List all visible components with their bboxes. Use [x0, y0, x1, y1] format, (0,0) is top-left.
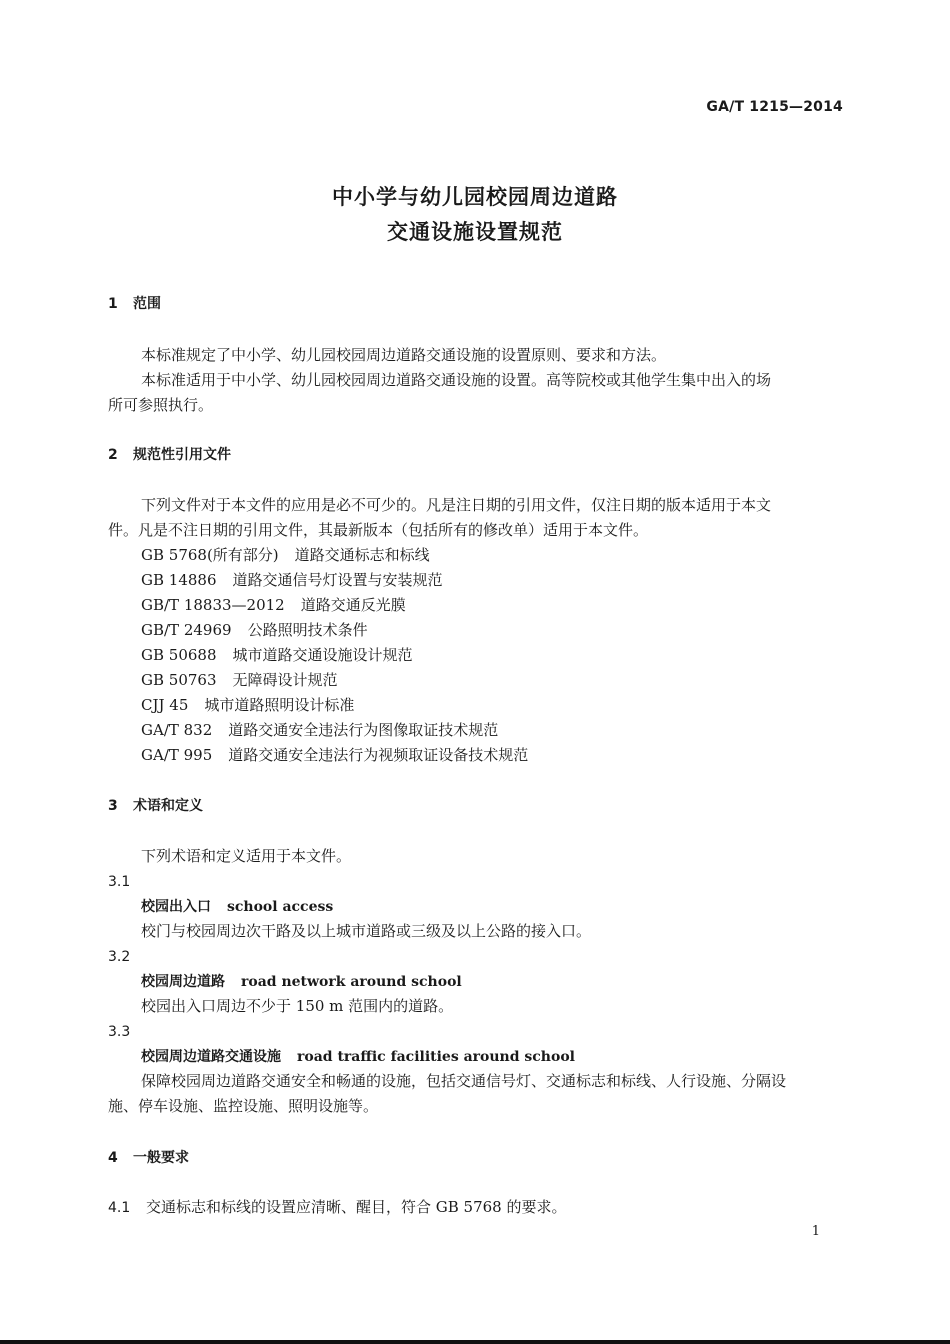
paragraph-continuation: 所可参照执行。: [108, 396, 214, 414]
document-code: GA/T 1215—2014: [706, 99, 843, 115]
section-number: 1: [108, 296, 118, 312]
document-title-line2: 交通设施设置规范: [387, 220, 563, 244]
clause-text: 交通标志和标线的设置应清晰、醒目，符合 GB 5768 的要求。: [146, 1198, 567, 1216]
reference-code: GB/T 18833—2012: [141, 596, 285, 614]
reference-item: [141, 695, 354, 715]
term-en: road network around school: [241, 974, 462, 990]
term-definition: 校门与校园周边次干路及以上城市道路或三级及以上公路的接入口。: [141, 922, 592, 940]
paragraph-continuation: 件。凡是不注日期的引用文件，其最新版本（包括所有的修改单）适用于本文件。: [108, 521, 649, 539]
reference-item: [141, 595, 406, 615]
reference-item: [141, 545, 430, 565]
term-zh: 校园周边道路: [141, 974, 225, 990]
section-number: 2: [108, 447, 118, 463]
clause-number: 3.1: [108, 874, 131, 890]
reference-item: [141, 670, 338, 690]
reference-code: GB/T 24969: [141, 621, 232, 639]
document-title-line1: 中小学与幼儿园校园周边道路: [332, 185, 618, 209]
reference-title: 道路交通反光膜: [300, 596, 406, 614]
clause-number: 3.2: [108, 949, 131, 965]
clause-number: 4.1: [108, 1200, 131, 1216]
reference-code: CJJ 45: [141, 696, 189, 714]
reference-item: [141, 720, 498, 740]
reference-title: 道路交通安全违法行为视频取证设备技术规范: [228, 746, 529, 764]
term-en: school access: [227, 899, 334, 915]
paragraph: 下列文件对于本文件的应用是必不可少的。凡是注日期的引用文件，仅注日期的版本适用于本文: [141, 496, 772, 514]
term-en: road traffic facilities around school: [297, 1049, 575, 1065]
term-zh: 校园出入口: [141, 899, 211, 915]
reference-title: 公路照明技术条件: [247, 621, 368, 639]
reference-title: 城市道路照明设计标准: [204, 696, 355, 714]
section-number: 3: [108, 798, 118, 814]
reference-code: GB 50763: [141, 671, 217, 689]
reference-item: [141, 570, 443, 590]
term-heading: [141, 897, 333, 917]
section-2-heading: [108, 445, 231, 465]
term-zh: 校园周边道路交通设施: [141, 1049, 281, 1065]
section-4-heading: [108, 1148, 189, 1168]
section-title: 范围: [133, 296, 161, 312]
reference-code: GA/T 832: [141, 721, 213, 739]
paragraph: 本标准适用于中小学、幼儿园校园周边道路交通设施的设置。高等院校或其他学生集中出入的场: [141, 371, 772, 389]
term-heading: [141, 1047, 575, 1067]
clause-number: 3.3: [108, 1024, 131, 1040]
reference-code: GB 14886: [141, 571, 217, 589]
bottom-border: [0, 1340, 950, 1344]
paragraph: 本标准规定了中小学、幼儿园校园周边道路交通设施的设置原则、要求和方法。: [141, 346, 667, 364]
page-number: 1: [811, 1224, 820, 1239]
term-definition: 保障校园周边道路交通安全和畅通的设施，包括交通信号灯、交通标志和标线、人行设施、分隔设: [141, 1072, 787, 1090]
reference-title: 道路交通安全违法行为图像取证技术规范: [228, 721, 499, 739]
reference-title: 道路交通信号灯设置与安装规范: [232, 571, 443, 589]
reference-title: 无障碍设计规范: [232, 671, 338, 689]
reference-item: [141, 645, 413, 665]
section-3-heading: [108, 796, 203, 816]
reference-title: 城市道路交通设施设计规范: [232, 646, 413, 664]
reference-code: GA/T 995: [141, 746, 213, 764]
term-heading: [141, 972, 462, 992]
reference-item: [141, 745, 528, 765]
section-title: 一般要求: [133, 1150, 189, 1166]
section-title: 规范性引用文件: [133, 447, 231, 463]
section-1-heading: [108, 294, 161, 314]
reference-title: 道路交通标志和标线: [294, 546, 430, 564]
clause-4-1: [108, 1197, 567, 1218]
section-number: 4: [108, 1150, 118, 1166]
section-title: 术语和定义: [133, 798, 203, 814]
reference-code: GB 50688: [141, 646, 217, 664]
reference-item: [141, 620, 368, 640]
term-definition: 校园出入口周边不少于 150 m 范围内的道路。: [141, 997, 454, 1015]
paragraph: 下列术语和定义适用于本文件。: [141, 847, 352, 865]
reference-code: GB 5768(所有部分): [141, 546, 279, 564]
term-definition-continuation: 施、停车设施、监控设施、照明设施等。: [108, 1097, 379, 1115]
